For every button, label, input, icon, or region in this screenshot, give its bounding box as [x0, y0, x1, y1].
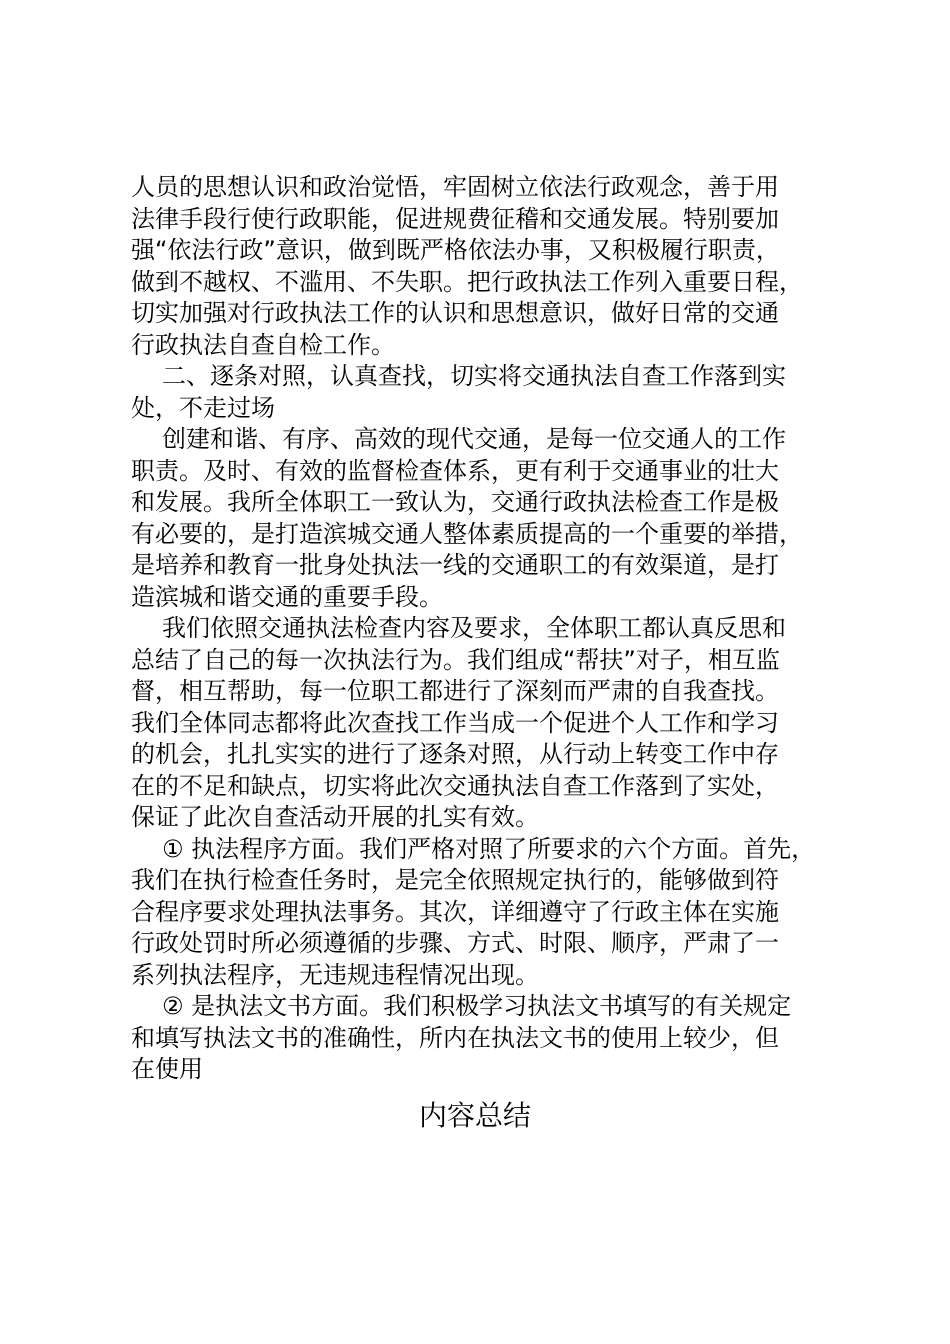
text-line: 和发展。我所全体职工一致认为，交通行政执法检查工作是极: [131, 488, 779, 516]
list-item-1: ① 执法程序方面。我们严格对照了所要求的六个方面。首先，: [162, 834, 816, 863]
text-line: 和填写执法文书的准确性，所内在执法文书的使用上较少，但: [131, 1023, 779, 1052]
text-line: 是培养和教育一批身处执法一线的交通职工的有效渠道，是打: [131, 551, 779, 579]
document-body: [131, 172, 853, 1086]
text-line: 在的不足和缺点，切实将此次交通执法自查工作落到了实处，: [131, 771, 779, 800]
section-heading: 二、逐条对照，认真查找，切实将交通执法自查工作落到实: [162, 362, 786, 390]
text-line: 有必要的，是打造滨城交通人整体素质提高的一个重要的举措，: [131, 519, 803, 548]
text-line: 创建和谐、有序、高效的现代交通，是每一位交通人的工作: [162, 425, 786, 453]
text-line: 保证了此次自查活动开展的扎实有效。: [131, 803, 539, 831]
text-line: 合程序要求处理执法事务。其次，详细遵守了行政主体在实施: [131, 897, 779, 926]
text-line: 法律手段行使行政职能，促进规费征稽和交通发展。特别要加: [131, 204, 779, 233]
text-line: 切实加强对行政执法工作的认识和思想意识，做好日常的交通: [131, 299, 779, 327]
text-line: 人员的思想认识和政治觉悟，牢固树立依法行政观念，善于用: [131, 173, 779, 201]
text-line: 造滨城和谐交通的重要手段。: [131, 582, 443, 611]
text-line: 强“依法行政”意识，做到既严格依法办事，又积极履行职责，: [131, 236, 780, 264]
list-item-2: ② 是执法文书方面。我们积极学习执法文书填写的有关规定: [162, 992, 792, 1020]
text-line: 做到不越权、不滥用、不失职。把行政执法工作列入重要日程，: [131, 267, 803, 296]
text-line: 我们全体同志都将此次查找工作当成一个促进个人工作和学习: [131, 708, 779, 737]
text-line: 我们依照交通执法检查内容及要求，全体职工都认真反思和: [162, 614, 786, 642]
text-line: 职责。及时、有效的监督检查体系，更有利于交通事业的壮大: [131, 456, 779, 485]
text-line: 督，相互帮助，每一位职工都进行了深刻而严肃的自我查找。: [131, 677, 779, 705]
text-line: 行政处罚时所必须遵循的步骤、方式、时限、顺序，严肃了一: [131, 929, 779, 957]
text-line: 总结了自己的每一次执法行为。我们组成“帮扶”对子，相互监: [131, 645, 780, 674]
text-line: 行政执法自查自检工作。: [131, 330, 395, 359]
text-line: 系列执法程序，无违规违程情况出现。: [131, 960, 539, 989]
summary-title: 内容总结: [418, 1099, 531, 1132]
text-line: 我们在执行检查任务时，是完全依照规定执行的，能够做到符: [131, 866, 779, 894]
section-heading-cont: 处，不走过场: [131, 393, 275, 422]
text-line: 的机会，扎扎实实的进行了逐条对照，从行动上转变工作中存: [131, 740, 779, 768]
text-line: 在使用: [131, 1055, 203, 1083]
